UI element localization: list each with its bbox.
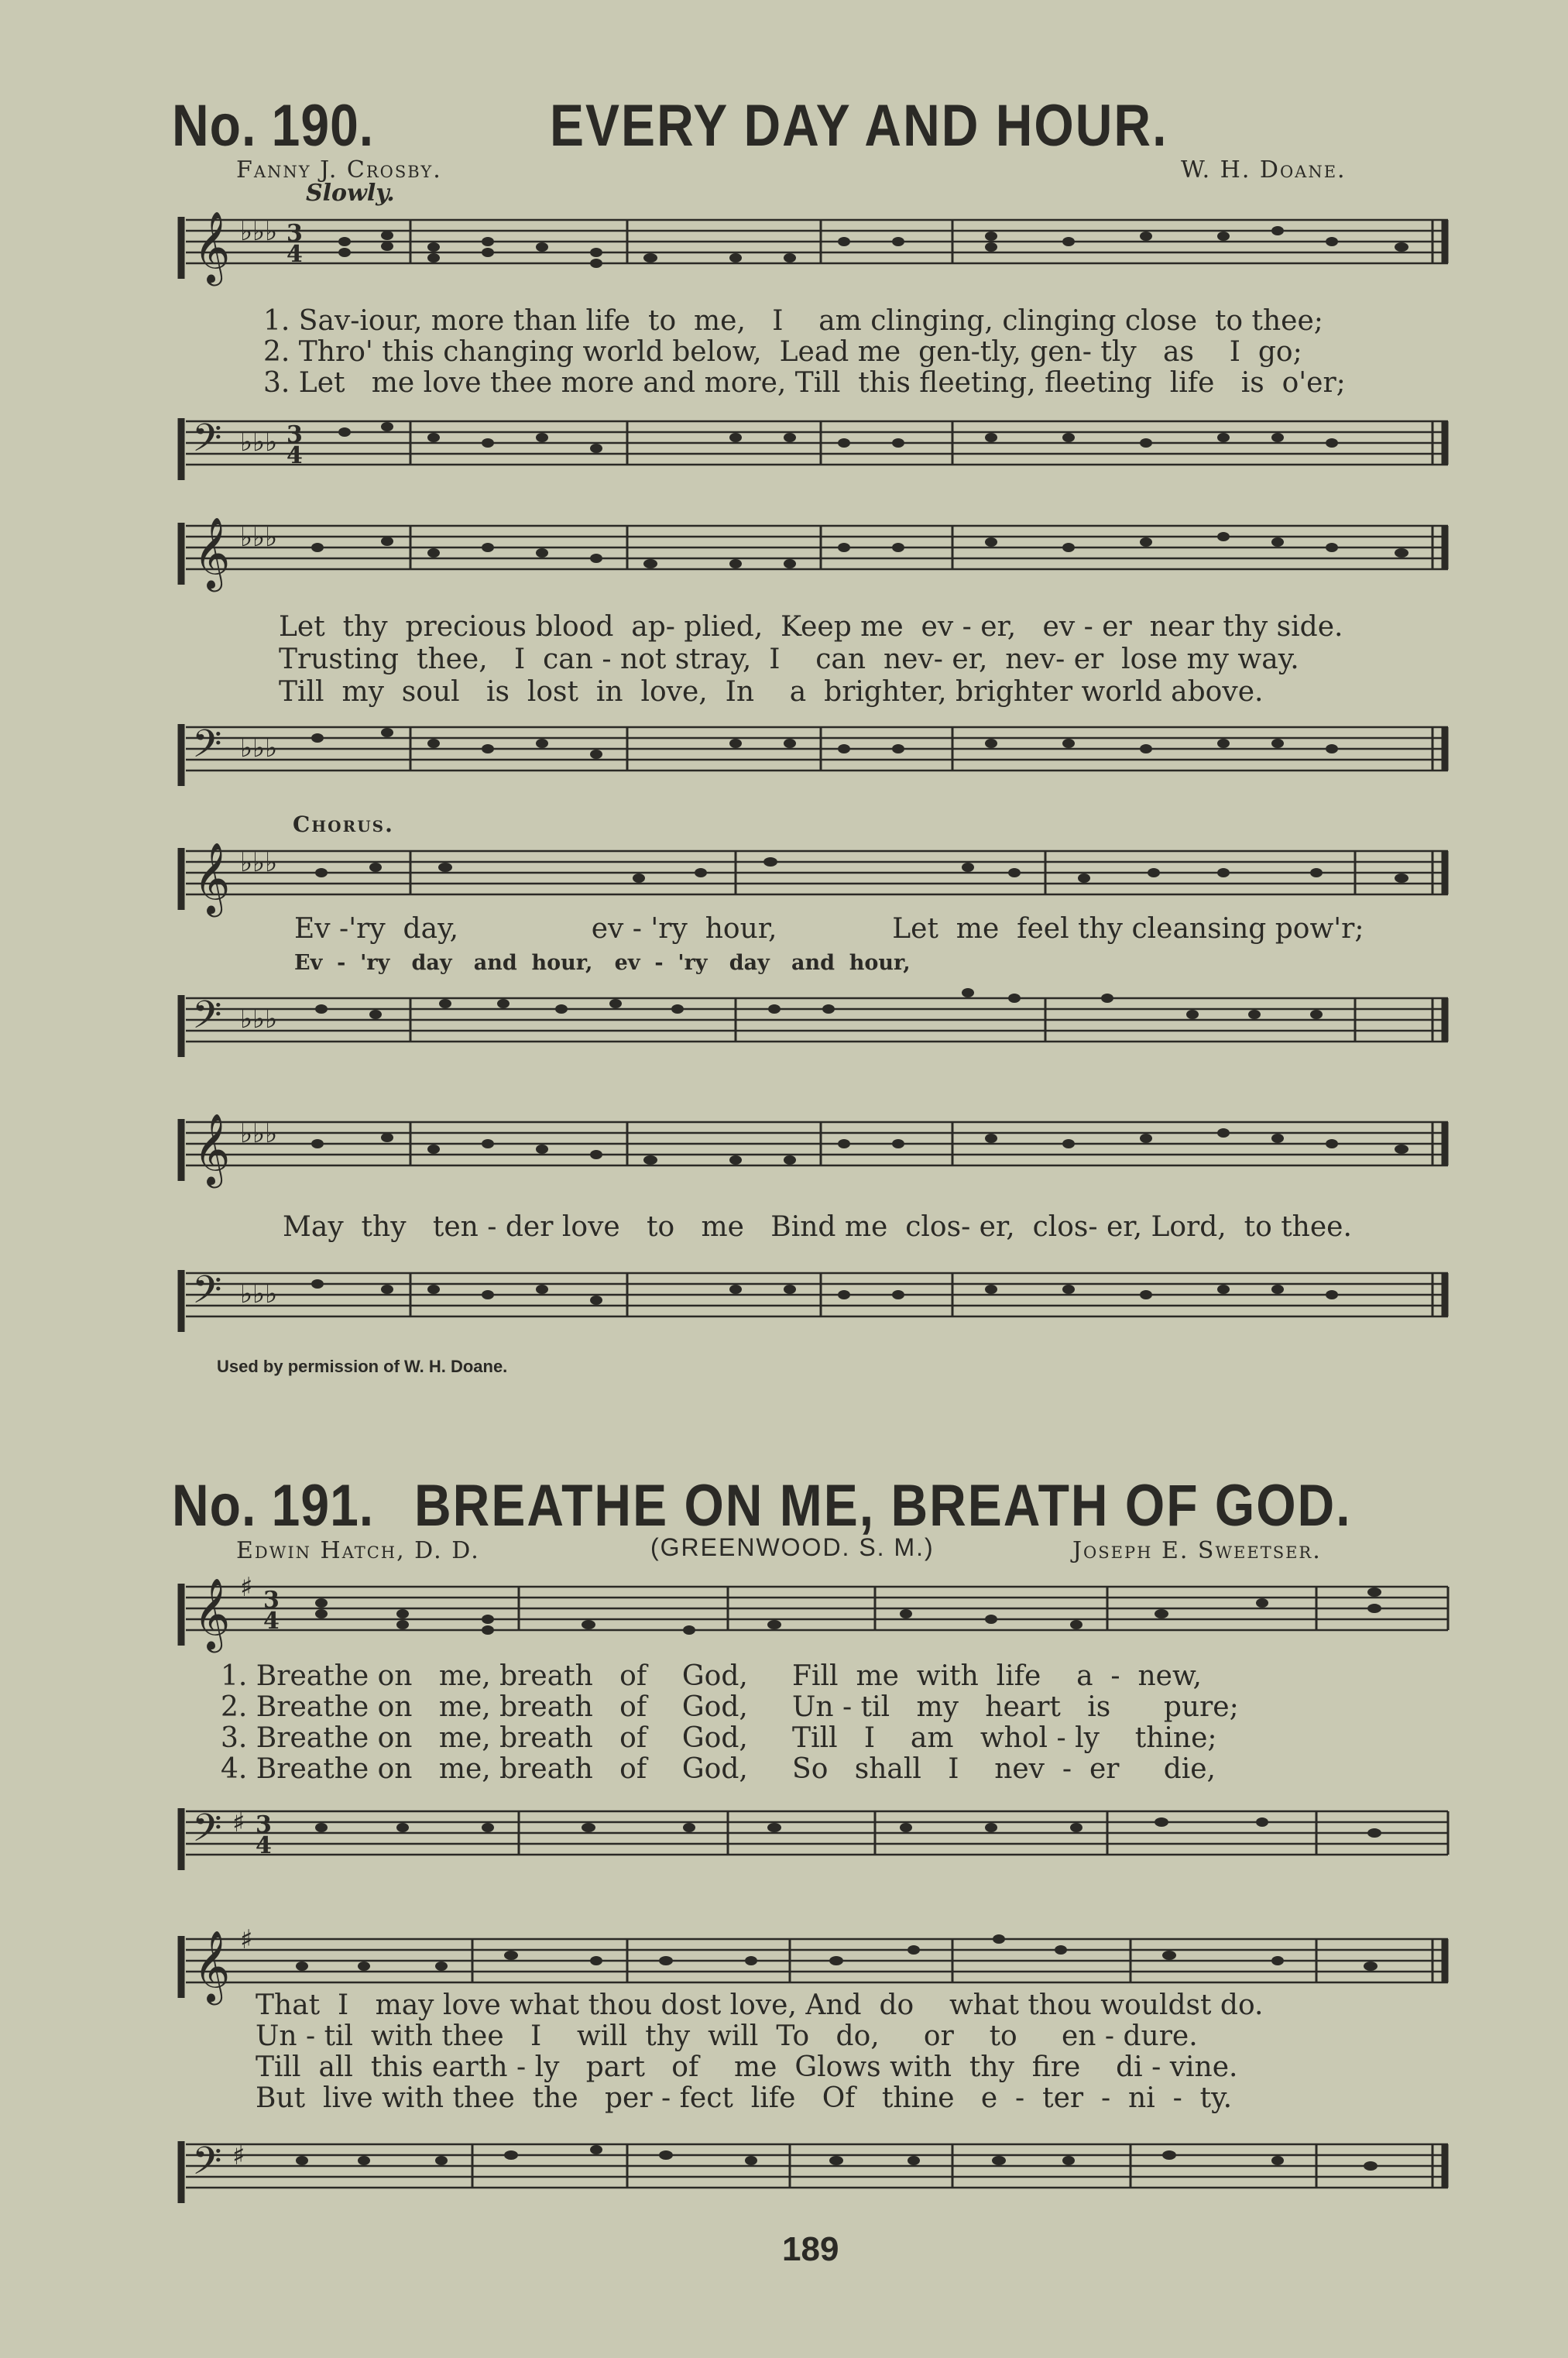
svg-text:𝄢: 𝄢 [192,1806,222,1860]
svg-text:3: 3 [286,421,303,448]
hymn-191-composer: Joseph E. Sweetser. [1072,1537,1322,1564]
hymn-190-verse-3-line-2: Till my soul is lost in love, In a brighter, brighter world above. [279,676,1264,708]
hymn-190-verse-1-line-1: 1. Sav-iour, more than life to me, I am clinging, clinging close to thee; [263,305,1323,337]
hymn-190-verse-2-line-1: 2. Thro' this changing world below, Lead me gen-tly, gen- tly as I go; [263,336,1302,368]
svg-text:𝄞: 𝄞 [194,1577,231,1649]
svg-text:3: 3 [256,1811,272,1838]
svg-text:𝄢: 𝄢 [192,2139,222,2193]
hymn-190-title: EVERY DAY AND HOUR. [550,92,1168,159]
hymn-190-tempo: Slowly. [306,180,395,207]
hymn-191-system-1-treble-staff [178,1568,1456,1653]
hymn-190-verse-1-line-2: Let thy precious blood ap- plied, Keep me ev - er, ev - er near thy side. [279,611,1343,643]
hymn-190-chorus-treble-staff [178,832,1456,918]
svg-text:𝄞: 𝄞 [194,211,231,283]
hymn-190-system-4-treble-staff [178,1103,1456,1189]
page-number: 189 [782,2230,839,2268]
hymn-191-author: Edwin Hatch, D. D. [236,1537,480,1564]
hymn-191-verse-1-line-1: 1. Breathe on me, breath of God, Fill me with life a - new, [221,1660,1202,1692]
hymn-191-verse-2-line-1: 2. Breathe on me, breath of God, Un - til my heart is pure; [221,1691,1239,1723]
svg-text:♯: ♯ [232,2140,245,2171]
hymn-190-system-2-bass-notes [311,728,1338,759]
svg-text:4: 4 [256,1832,272,1859]
hymn-190-chorus-lyric: Ev -'ry day, ev - 'ry hour, Let me feel thy cleansing pow'r; [294,913,1364,945]
hymn-191-tune: (GREENWOOD. S. M.) [650,1533,935,1561]
hymn-190-chorus-bass-notes [315,988,1323,1019]
hymn-190-system-1-bass-notes [338,422,1338,453]
hymn-191-verse-4-line-2: But live with thee the per - fect life Of thine e - ter - ni - ty. [256,2082,1233,2114]
hymn-190-number: No. 190. [172,92,375,159]
svg-text:♯: ♯ [232,1807,245,1838]
hymn-191-title: BREATHE ON ME, BREATH OF GOD. [414,1472,1352,1539]
hymn-190-system-4-bass-staff [178,1255,1456,1340]
svg-text:4: 4 [286,241,303,268]
hymn-191-system-1-bass-staff [178,1793,1456,1878]
hymn-190-chorus-label: Chorus. [293,812,394,837]
svg-text:𝄢: 𝄢 [192,416,222,470]
svg-text:♭♭♭: ♭♭♭ [240,733,278,764]
svg-text:♭♭♭: ♭♭♭ [240,522,278,553]
hymn-190-system-2-bass-staff [178,709,1456,794]
svg-text:♭♭♭: ♭♭♭ [240,847,278,878]
svg-text:𝄢: 𝄢 [192,722,222,776]
hymn-190-author: Fanny J. Crosby. [236,156,442,184]
hymn-190-chorus-bass-lyric: Ev - 'ry day and hour, ev - 'ry day and hour, [294,951,911,975]
hymn-191-system-1-notes [315,1587,1381,1635]
hymn-190-composer: W. H. Doane. [1181,156,1347,184]
hymn-190-system-2-treble-staff [178,507,1456,592]
hymn-191-number: No. 191. [172,1472,375,1539]
svg-text:♭♭♭: ♭♭♭ [240,216,278,247]
svg-text:♭♭♭: ♭♭♭ [240,1279,278,1309]
hymn-191-verse-4-line-1: 4. Breathe on me, breath of God, So shall I nev - er die, [221,1753,1216,1785]
svg-text:♭♭♭: ♭♭♭ [240,427,278,458]
hymn-190-verse-2-line-2: Trusting thee, I can - not stray, I can nev- er, nev- er lose my way. [279,644,1299,675]
svg-text:𝄞: 𝄞 [194,842,231,914]
svg-text:𝄞: 𝄞 [194,1113,231,1185]
svg-text:3: 3 [263,1587,280,1614]
hymn-190-system-1-bass-staff [178,403,1456,488]
svg-text:3: 3 [286,220,303,247]
hymn-190-system-1-notes [338,226,1408,268]
hymn-190-permission-note: Used by permission of W. H. Doane. [217,1357,508,1376]
svg-text:4: 4 [286,442,303,469]
svg-text:4: 4 [263,1608,280,1635]
svg-text:𝄞: 𝄞 [194,1930,231,2002]
hymn-191-system-2-bass-staff [178,2126,1456,2211]
hymn-190-verse-3-line-1: 3. Let me love thee more and more, Till this fleeting, fleeting life is o'er; [263,367,1346,399]
hymn-191-system-1-bass-notes [315,1817,1381,1838]
hymn-190-chorus-bass-staff [178,980,1456,1065]
hymn-190-final-lyric: May thy ten - der love to me Bind me clos- er, clos- er, Lord, to thee. [283,1211,1352,1243]
svg-text:♭♭♭: ♭♭♭ [240,1118,278,1149]
svg-text:♭♭♭: ♭♭♭ [240,1004,278,1035]
hymn-191-verse-1-line-2: That I may love what thou dost love, And do what thou wouldst do. [256,1989,1264,2021]
hymn-191-verse-3-line-1: 3. Breathe on me, breath of God, Till I am whol - ly thine; [221,1722,1217,1754]
svg-text:𝄢: 𝄢 [192,993,222,1047]
svg-text:♯: ♯ [240,1924,253,1955]
hymn-191-verse-3-line-2: Till all this earth - ly part of me Glows with thy fire di - vine. [256,2051,1238,2083]
svg-text:♯: ♯ [240,1572,253,1603]
hymn-190-system-1-treble-staff [178,201,1456,287]
svg-text:𝄞: 𝄞 [194,517,231,589]
svg-text:𝄢: 𝄢 [192,1268,222,1322]
hymn-191-verse-2-line-2: Un - til with thee I will thy will To do, or to en - dure. [256,2020,1198,2052]
